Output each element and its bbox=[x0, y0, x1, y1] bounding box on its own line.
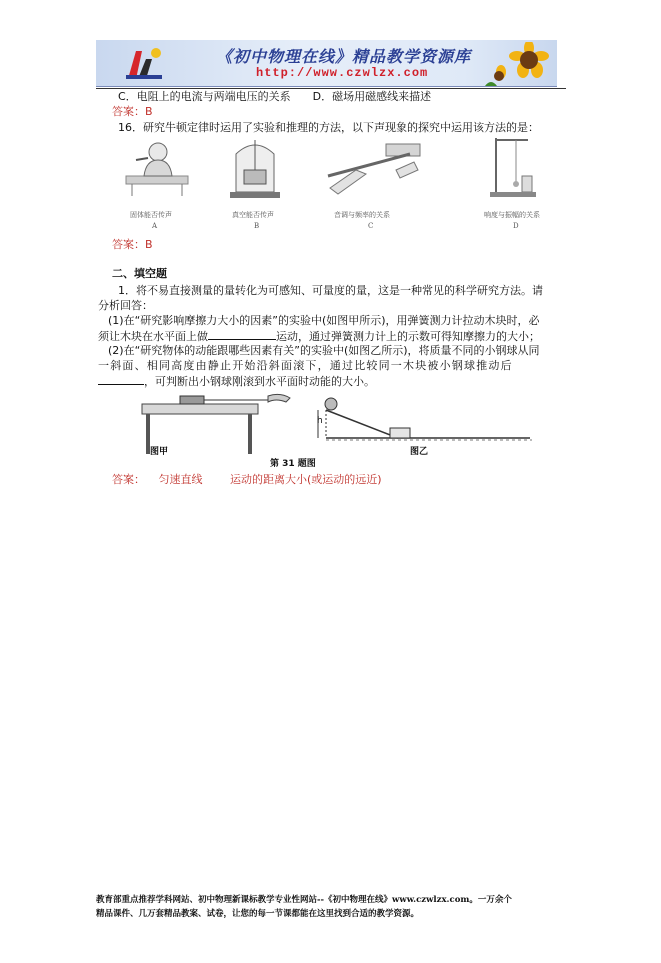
answer-2: 运动的距离大小(或运动的远近) bbox=[230, 473, 382, 486]
part1-line-1: (1)在“研究影响摩擦力大小的因素”的实验中(如图甲所示)，用弹簧测力计拉动木块时，必 bbox=[108, 314, 540, 327]
q16-question: 16．研究牛顿定律时运用了实验和推理的方法，以下声现象的探究中运用该方法的是： bbox=[118, 121, 539, 134]
figure-b-letter: B bbox=[254, 222, 260, 230]
q1-line-2: 分析回答： bbox=[98, 299, 153, 312]
header-banner bbox=[96, 40, 557, 87]
blank-2[interactable] bbox=[98, 374, 144, 385]
header-rule bbox=[96, 88, 566, 89]
figure-c-caption: 音调与频率的关系 bbox=[334, 211, 390, 219]
footer-line-1: 教育部重点推荐学科网站、初中物理新课标教学专业性网站--《初中物理在线》www.czwlzx.com。一万余个 bbox=[96, 895, 512, 905]
part1-text-a: 须让木块在水平面上做 bbox=[98, 330, 208, 343]
footer bbox=[96, 893, 512, 921]
figure-31-label-right: 图乙 bbox=[410, 447, 429, 457]
q16-answer: 答案：B bbox=[112, 238, 153, 251]
q1-line-1: 1．将不易直接测量的量转化为可感知、可量度的量，这是一种常见的科学研究方法。请 bbox=[118, 284, 543, 297]
part2-line-1: (2)在“研究物体的动能跟哪些因素有关”的实验中(如图乙所示)，将质量不同的小钢球从同 bbox=[108, 344, 540, 357]
banner-url[interactable]: http://www.czwlzx.com bbox=[256, 66, 429, 80]
figure-c-letter: C bbox=[368, 222, 374, 230]
sunflower-icon bbox=[481, 42, 551, 86]
figure-31-title: 第 31 题图 bbox=[270, 459, 316, 469]
figure-b-image bbox=[228, 136, 282, 200]
figure-a-caption: 固体能否传声 bbox=[130, 211, 172, 219]
section2-answer bbox=[112, 473, 382, 487]
part2-line-3 bbox=[98, 374, 375, 389]
figure-b-caption: 真空能否传声 bbox=[232, 211, 274, 219]
site-logo-icon bbox=[124, 45, 164, 81]
figure-a-letter: A bbox=[152, 222, 158, 230]
figure-c-image bbox=[326, 140, 422, 196]
q15-answer: 答案：B bbox=[112, 105, 153, 118]
answer-1: 匀速直线 bbox=[158, 473, 203, 486]
answer-label: 答案： bbox=[112, 473, 145, 486]
banner-title: 《初中物理在线》精品教学资源库 bbox=[216, 47, 472, 66]
part1-text-b: 运动，通过弹簧测力计上的示数可得知摩擦力的大小； bbox=[276, 330, 540, 343]
figure-31-label-left: 图甲 bbox=[150, 447, 169, 457]
figure-d-image bbox=[488, 136, 538, 200]
part1-line-2 bbox=[98, 329, 540, 344]
footer-line-2: 精品课件、几万套精品教案、试卷，让您的每一节课都能在这里找到合适的教学资源。 bbox=[96, 909, 420, 919]
blank-1[interactable] bbox=[208, 329, 276, 340]
part2-text-b: ，可判断出小钢球刚滚到水平面时动能的大小。 bbox=[144, 375, 375, 388]
figure-d-letter: D bbox=[513, 222, 519, 230]
figure-a-image bbox=[122, 138, 192, 198]
section-heading: 二、填空题 bbox=[112, 267, 167, 280]
figure-31-h: h bbox=[317, 416, 323, 426]
figure-31-image bbox=[140, 392, 532, 456]
q15-options: C．电阻上的电流与两端电压的关系 D．磁场用磁感线来描述 bbox=[118, 90, 432, 103]
figure-d-caption: 响度与振幅的关系 bbox=[484, 211, 540, 219]
part2-line-2: 一斜面、相同高度由静止开始沿斜面滚下，通过比较同一木块被小钢球推动后 bbox=[98, 359, 513, 372]
